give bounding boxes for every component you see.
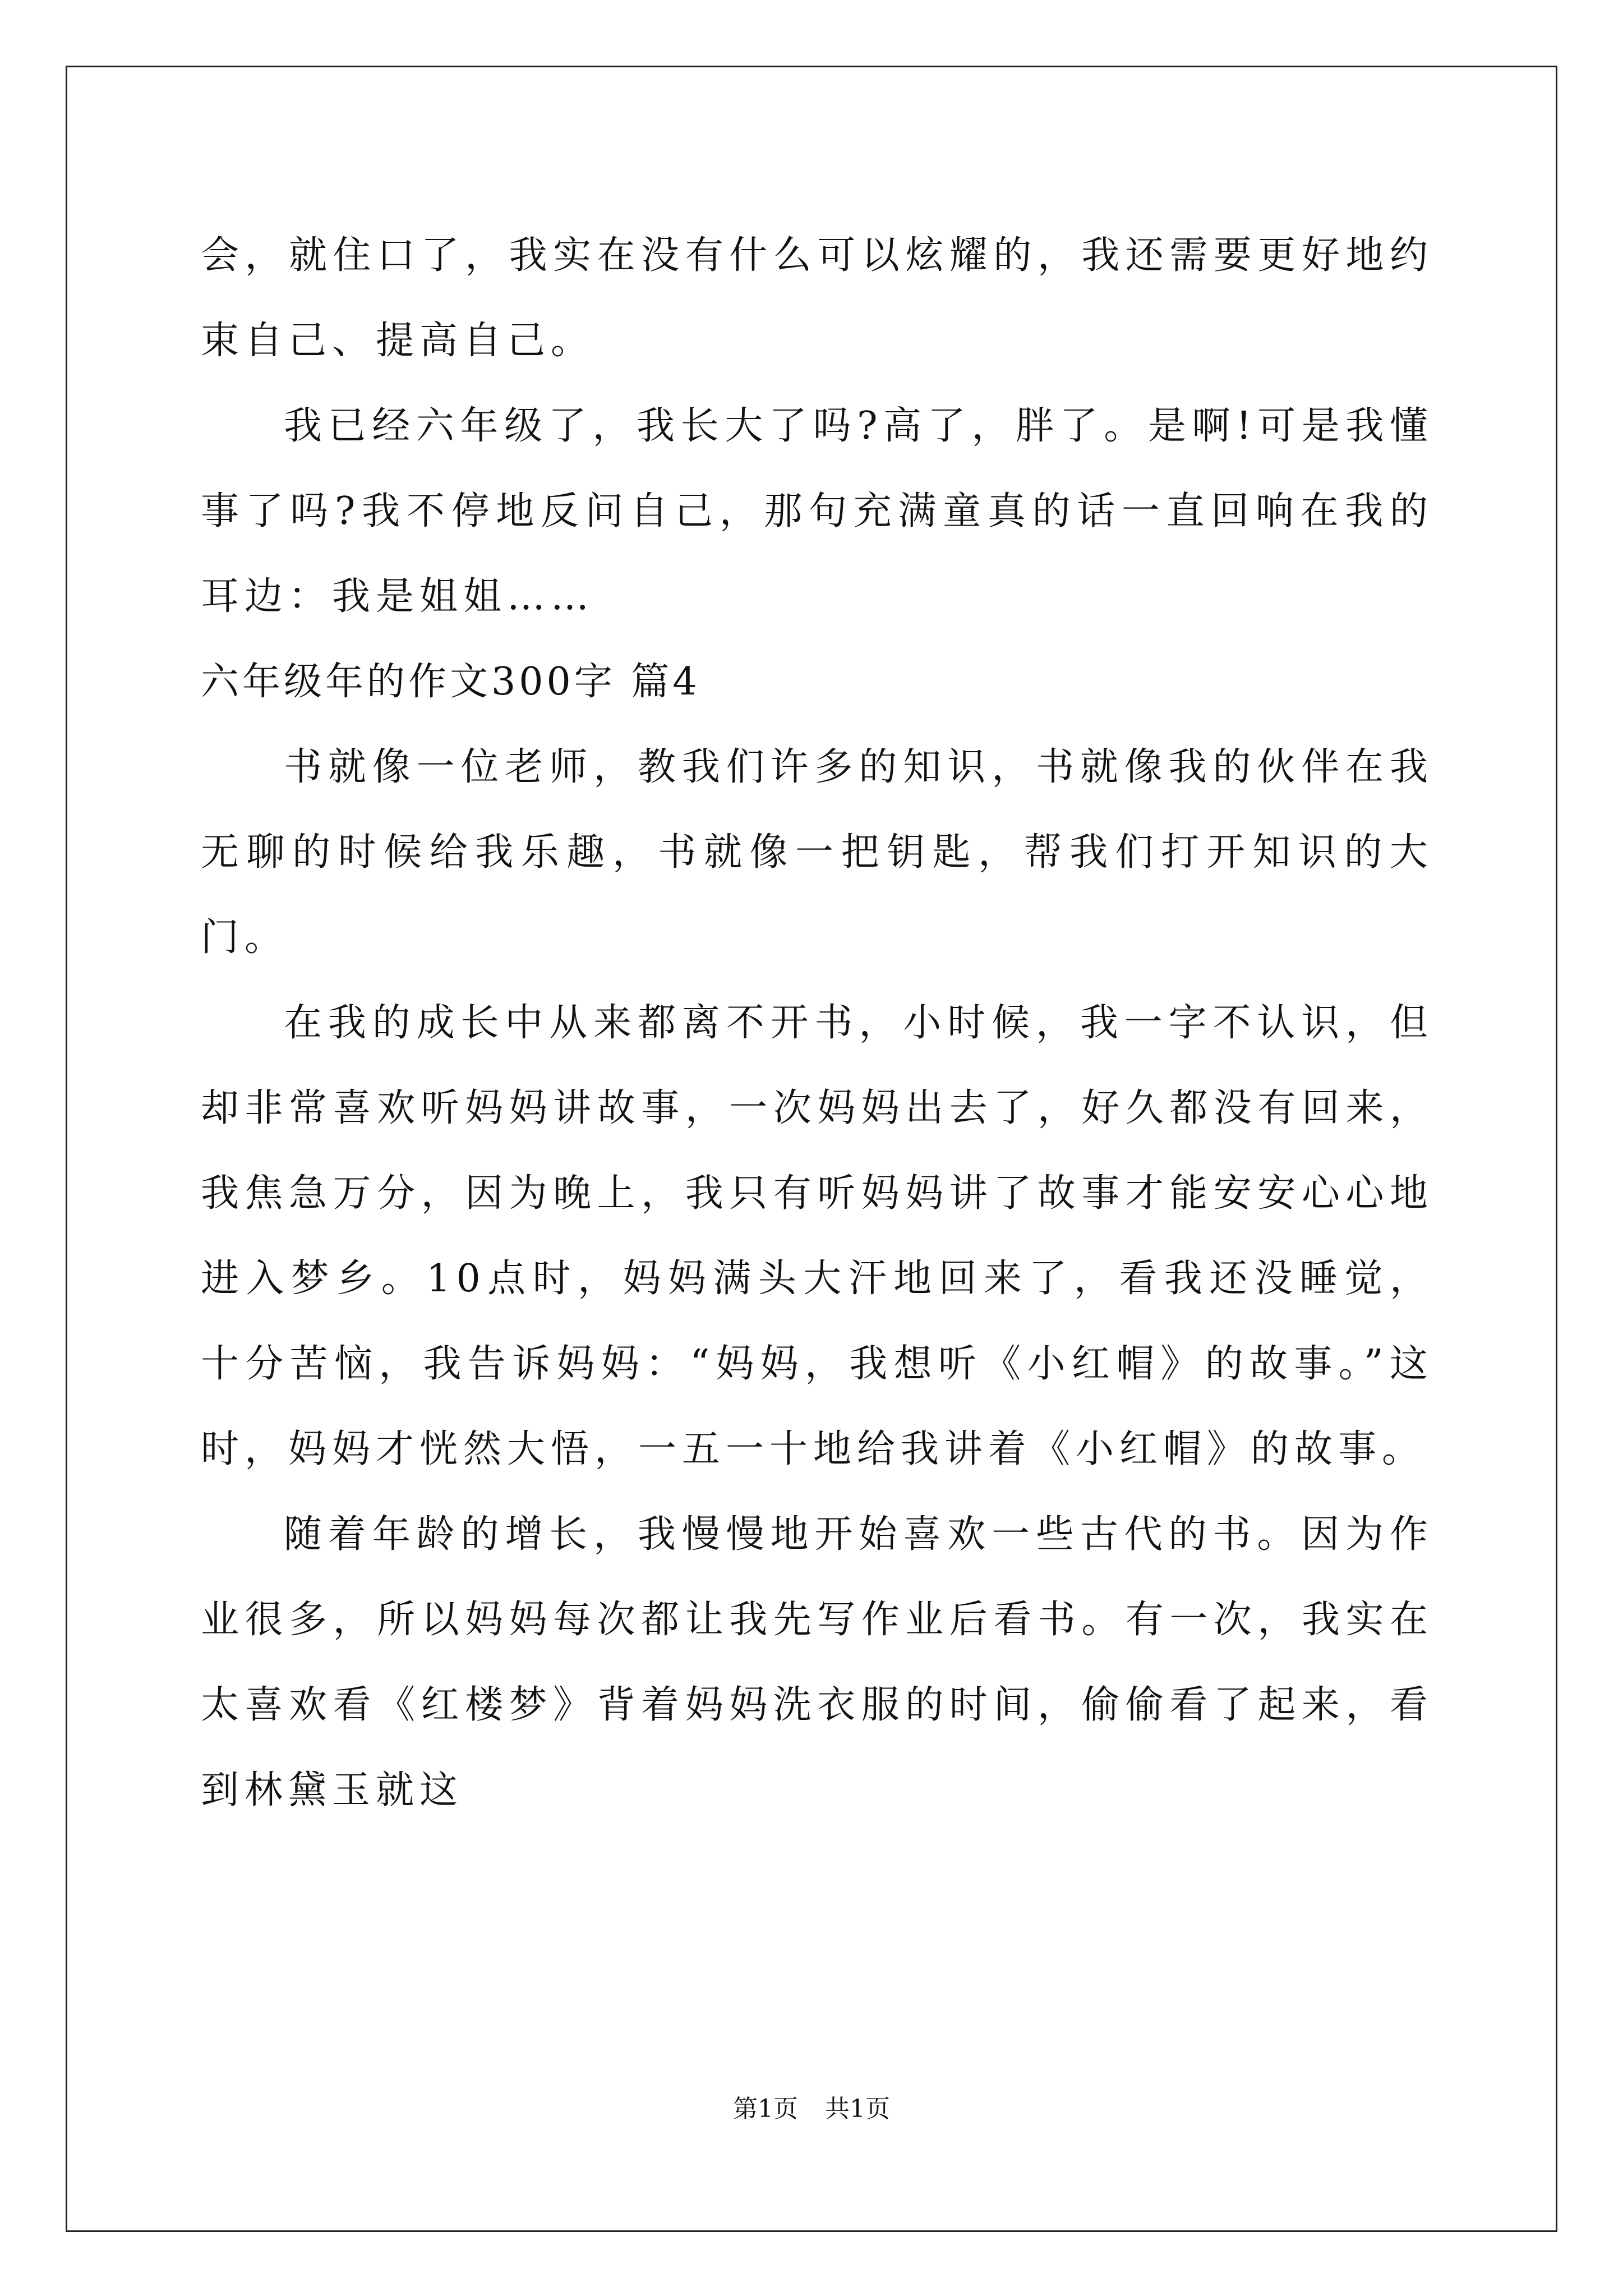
paragraph-book-teacher: 书就像一位老师，教我们许多的知识，书就像我的伙伴在我无聊的时候给我乐趣，书就像一把钥匙，帮我们打开知识的大门。 xyxy=(201,745,1433,960)
paragraph-continuation: 会，就住口了，我实在没有什么可以炫耀的，我还需要更好地约束自己、提高自己。 xyxy=(201,233,1433,363)
section-heading: 六年级年的作文300字 篇4 xyxy=(201,660,700,704)
paragraph-ancient-books: 随着年龄的增长，我慢慢地开始喜欢一些古代的书。因为作业很多，所以妈妈每次都让我先写作业后看书。有一次，我实在太喜欢看《红楼梦》背着妈妈洗衣服的时间，偷偷看了起来，看到林黛玉就这 xyxy=(201,1512,1433,1812)
paragraph-sixth-grade: 我已经六年级了，我长大了吗?高了，胖了。是啊!可是我懂事了吗?我不停地反问自己，那句充满童真的话一直回响在我的耳边：我是姐姐…… xyxy=(201,404,1433,619)
page-number: 第1页 xyxy=(733,2095,798,2123)
paragraph-growing-up: 在我的成长中从来都离不开书，小时候，我一字不认识，但却非常喜欢听妈妈讲故事，一次妈妈出去了，好久都没有回来，我焦急万分，因为晚上，我只有听妈妈讲了故事才能安安心心地进入梦乡。10点时，妈妈满头大汗地回来了，看我还没睡觉，十分苦恼，我告诉妈妈：“妈妈，我想听《小红帽》的故事。”这时，妈妈才恍然大悟，一五一十地给我讲着《小红帽》的故事。 xyxy=(201,1001,1433,1471)
page-total: 共1页 xyxy=(825,2095,890,2123)
document-body xyxy=(201,213,1433,1833)
page-footer xyxy=(0,2092,1623,2126)
